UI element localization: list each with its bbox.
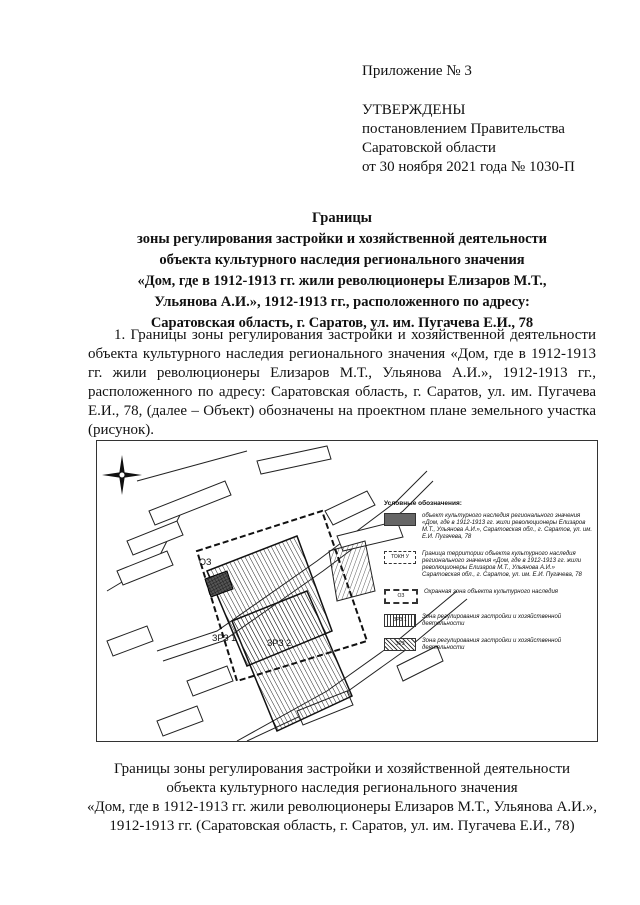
title-line-1: Границы bbox=[311, 210, 372, 226]
legend-swatch-zrz1: ЗРЗ 1 bbox=[384, 614, 416, 627]
legend-text: Зона регулирования застройки и хозяйственной деятельности bbox=[422, 614, 562, 627]
label-o3: ОЗ bbox=[199, 557, 212, 567]
body-paragraph bbox=[88, 326, 596, 440]
label-zrz2: ЗРЗ 2 bbox=[267, 638, 292, 648]
paragraph-text: 1. Границы зоны регулирования застройки и хозяйственной деятельности объекта культурного наследия регионального значения «Дом, где в 1912-1913 гг. жили революционеры Елизаров М.Т., Ульянова А.И.», 1912-1913 гг., расположенного по адресу: Саратовская область, г. Саратов, ул. им. Пугачева Е.И., 78, (далее – Объект) обозначены на проектном плане земельного участка (рисунок). bbox=[88, 327, 596, 438]
legend-swatch-oz: ОЗ bbox=[384, 589, 418, 604]
figure-caption bbox=[80, 760, 604, 836]
north-arrow-icon bbox=[102, 455, 142, 495]
approval-line-2: Саратовской области bbox=[362, 140, 496, 156]
caption-line-1: Границы зоны регулирования застройки и хозяйственной деятельности bbox=[113, 761, 571, 777]
legend-title: Условные обозначения: bbox=[384, 500, 462, 507]
approved-heading: УТВЕРЖДЕНЫ bbox=[362, 102, 466, 118]
caption-line-2: объекта культурного наследия регионального значения bbox=[166, 780, 518, 796]
approval-block bbox=[362, 62, 575, 177]
label-zrz1: ЗРЗ 1 bbox=[212, 633, 237, 643]
legend-item bbox=[384, 513, 594, 541]
legend-item bbox=[384, 589, 594, 604]
approval-line-1: постановлением Правительства bbox=[362, 121, 565, 137]
legend-text: объект культурного наследия регионального значения «Дом, где в 1912-1913 гг. жили революционеры Елизаров М.Т., Ульянова А.И.», Саратовская обл., г. Саратов, ул. им. Е.И. Пугачева, 78 bbox=[422, 513, 593, 540]
document-title bbox=[80, 208, 604, 334]
appendix-number: Приложение № 3 bbox=[362, 63, 472, 79]
legend-text: Граница территории объекта культурного наследия регионального значения «Дом, где в 1912-1913 гг. жили революционеры Елизаров М.Т., Ульянова А.И.» Саратовская обл., г. Саратов, ул. им. Е.И. Пугачева, 78 bbox=[422, 551, 582, 578]
legend-swatch-tokn: ТОКН У bbox=[384, 551, 416, 564]
map-legend bbox=[384, 500, 594, 662]
legend-item bbox=[384, 638, 594, 652]
caption-line-3: «Дом, где в 1912-1913 гг. жили революционеры Елизаров М.Т., Ульянова А.И.», bbox=[87, 799, 597, 815]
legend-swatch-zrz: ЗРЗ bbox=[384, 638, 416, 651]
title-line-5: Ульянова А.И.», 1912-1913 гг., расположенного по адресу: bbox=[154, 294, 530, 310]
title-line-6: Саратовская область, г. Саратов, ул. им. Пугачева Е.И., 78 bbox=[150, 315, 534, 331]
legend-text: Зона регулирования застройки и хозяйственной деятельности bbox=[422, 638, 562, 651]
legend-item bbox=[384, 614, 594, 628]
legend-swatch-heritage bbox=[384, 513, 416, 526]
title-line-3: объекта культурного наследия регионального значения bbox=[159, 252, 525, 268]
legend-text: Охранная зона объекта культурного наследия bbox=[424, 589, 558, 595]
approval-line-3: от 30 ноября 2021 года № 1030-П bbox=[362, 159, 575, 175]
caption-line-4: 1912-1913 гг. (Саратовская область, г. Саратов, ул. им. Пугачева Е.И., 78) bbox=[109, 818, 575, 834]
title-line-4: «Дом, где в 1912-1913 гг. жили революционеры Елизаров М.Т., bbox=[137, 273, 547, 289]
title-line-2: зоны регулирования застройки и хозяйственной деятельности bbox=[137, 231, 547, 247]
legend-item bbox=[384, 551, 594, 579]
